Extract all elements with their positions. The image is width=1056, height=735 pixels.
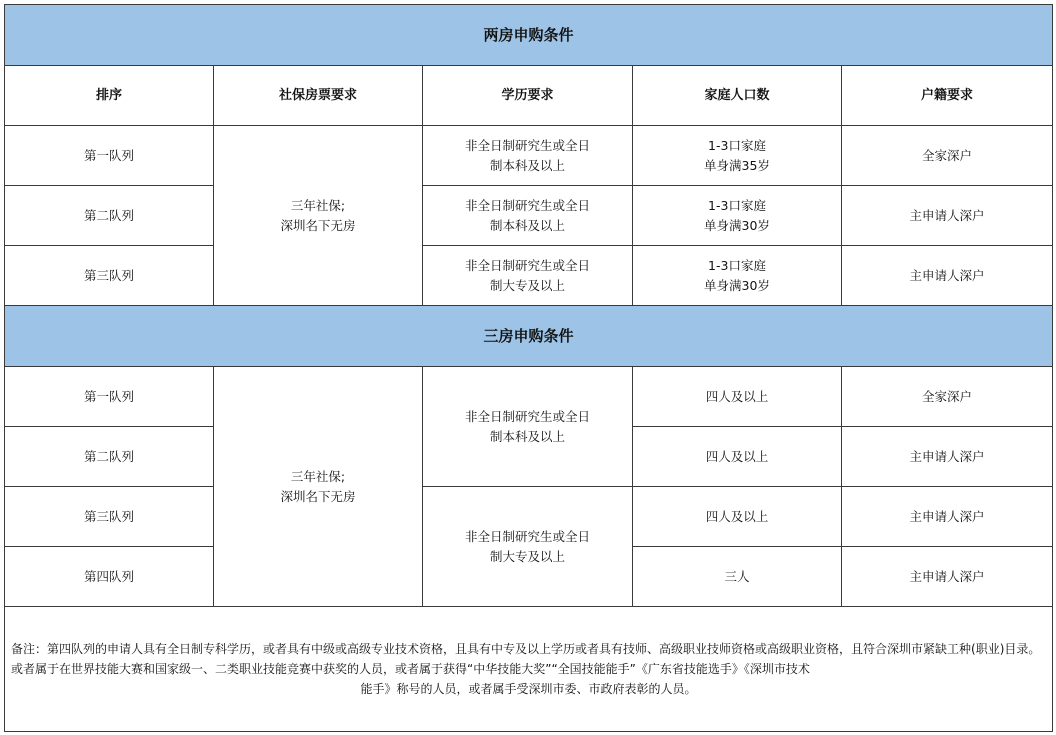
footnote-line-1: 备注：第四队列的申请人具有全日制专科学历，或者具有中级或高级专业技术资格，且具有中专及以上学历或者具有技师、高级职业技师资格或高级职业资格，且符合深圳市紧缺工种(职业)目录。或者属于在世界技能大赛和国家级一、二类职业技能竞赛中获奖的人员，或者属于获得“中华技能大奖”“全国技能能手”《广东省技能选手》《深圳市技术 [11,642,1041,676]
table-row [5,126,1053,186]
table-row [5,246,1053,306]
header-hukou: 户籍要求 [842,66,1053,126]
family-size: 四人及以上 [633,427,842,487]
family-size: 四人及以上 [633,487,842,547]
education-requirement: 非全日制研究生或全日 制大专及以上 [423,246,633,306]
header-order: 排序 [5,66,214,126]
hukou-requirement: 主申请人深户 [842,246,1053,306]
education-requirement: 非全日制研究生或全日 制本科及以上 [423,186,633,246]
family-size: 1-3口家庭 单身满30岁 [633,186,842,246]
footnote-line-2: 能手》称号的人员，或者属手受深圳市委、市政府表彰的人员。 [360,682,697,696]
footnote [5,607,1053,732]
hukou-requirement: 全家深户 [842,126,1053,186]
family-size: 三人 [633,547,842,607]
table-row [5,367,1053,427]
queue-label: 第二队列 [5,186,214,246]
queue-label: 第四队列 [5,547,214,607]
hukou-requirement: 主申请人深户 [842,487,1053,547]
hukou-requirement: 全家深户 [842,367,1053,427]
family-size: 1-3口家庭 单身满35岁 [633,126,842,186]
hukou-requirement: 主申请人深户 [842,547,1053,607]
education-requirement: 非全日制研究生或全日 制本科及以上 [423,126,633,186]
section-title-three-room: 三房申购条件 [5,306,1053,367]
table-row [5,487,1053,547]
family-size: 1-3口家庭 单身满30岁 [633,246,842,306]
header-social-security: 社保房票要求 [214,66,423,126]
table-row [5,186,1053,246]
queue-label: 第三队列 [5,246,214,306]
social-security-requirement: 三年社保; 深圳名下无房 [214,126,423,306]
housing-conditions-table [4,4,1053,732]
education-requirement: 非全日制研究生或全日 制本科及以上 [423,367,633,487]
section-title-two-room: 两房申购条件 [5,5,1053,66]
queue-label: 第一队列 [5,126,214,186]
header-family-size: 家庭人口数 [633,66,842,126]
queue-label: 第二队列 [5,427,214,487]
hukou-requirement: 主申请人深户 [842,186,1053,246]
queue-label: 第三队列 [5,487,214,547]
queue-label: 第一队列 [5,367,214,427]
education-requirement: 非全日制研究生或全日 制大专及以上 [423,487,633,607]
family-size: 四人及以上 [633,367,842,427]
hukou-requirement: 主申请人深户 [842,427,1053,487]
header-education: 学历要求 [423,66,633,126]
social-security-requirement: 三年社保; 深圳名下无房 [214,367,423,607]
